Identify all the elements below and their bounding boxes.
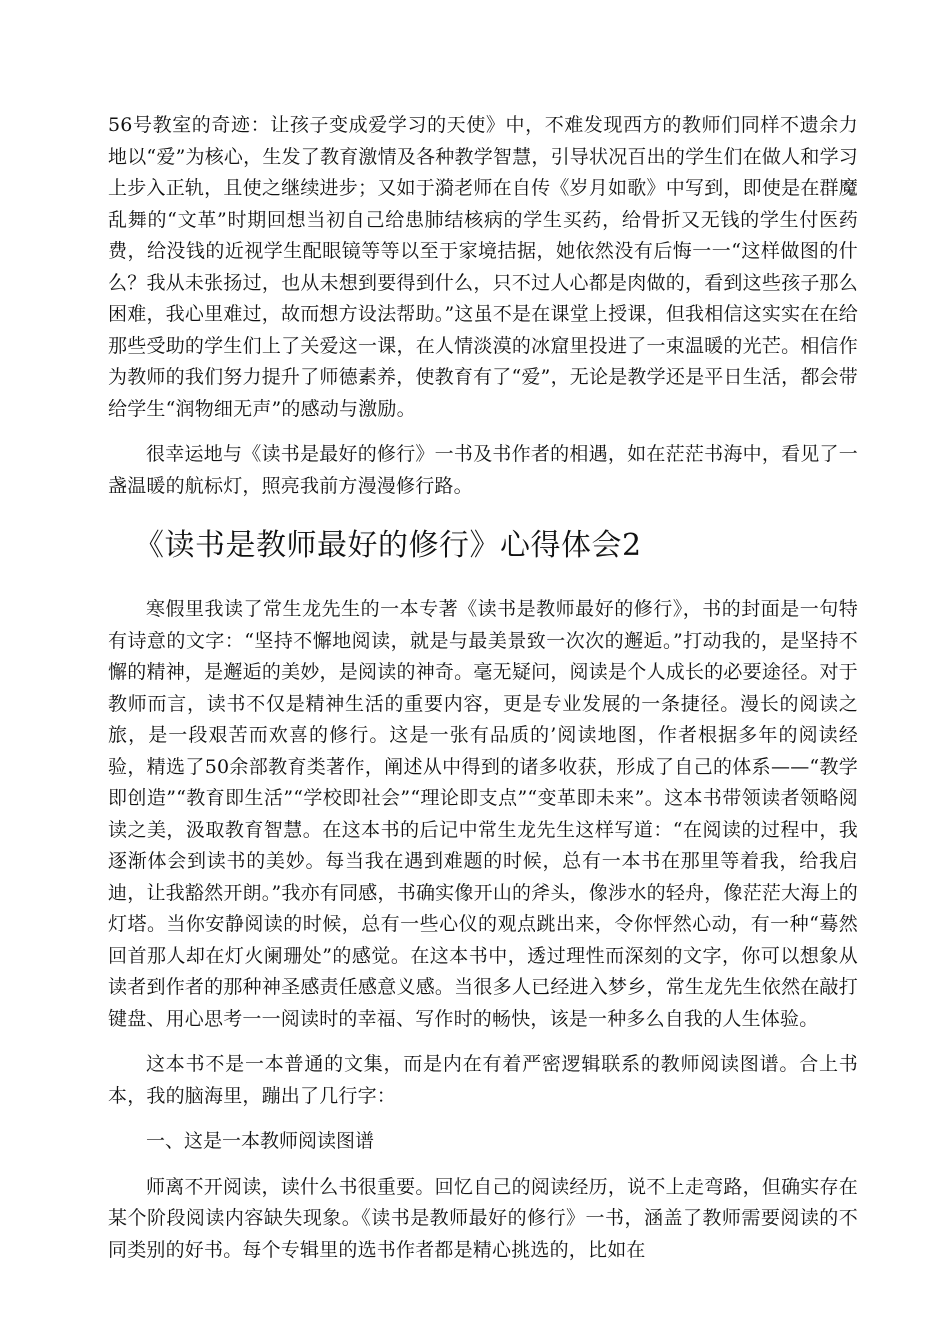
document-page [108,110,858,1280]
paragraph-5: 师离不开阅读，读什么书很重要。回忆自己的阅读经历，说不上走弯路，但确实存在某个阶段阅读内容缺失现象。《读书是教师最好的修行》一书，涵盖了教师需要阅读的不同类别的好书。每个专辑里的选书作者都是精心挑选的，比如在 [108,1175,858,1261]
subsection-title: 一、这是一本教师阅读图谱 [146,1130,375,1152]
paragraph-1: 56号教室的奇迹：让孩子变成爱学习的天使》中，不难发现西方的教师们同样不遗余力地以“爱”为核心，生发了教育激情及各种教学智慧，引导状况百出的学生们在做人和学习上步入正轨，且使之继续进步；又如于漪老师在自传《岁月如歌》中写到，即使是在群魔乱舞的“文革”时期回想当初自己给患肺结核病的学生买药，给骨折又无钱的学生付医药费，给没钱的近视学生配眼镜等等以至于家境拮据，她依然没有后悔一一“这样做图的什么？我从未张扬过，也从未想到要得到什么，只不过人心都是肉做的，看到这些孩子那么困难，我心里难过，故而想方设法帮助。”这虽不是在课堂上授课，但我相信这实实在在给那些受助的学生们上了关爱这一课，在人情淡漠的冰窟里投进了一束温暖的光芒。相信作为教师的我们努力提升了师德素养，使教育有了“爱”，无论是教学还是平日生活，都会带给学生“润物细无声”的感动与激励。 [108,114,858,420]
paragraph-3: 寒假里我读了常生龙先生的一本专著《读书是教师最好的修行》，书的封面是一句特有诗意的文字：“坚持不懈地阅读，就是与最美景致一次次的邂逅。”打动我的，是坚持不懈的精神，是邂逅的美妙，是阅读的神奇。毫无疑问，阅读是个人成长的必要途径。对于教师而言，读书不仅是精神生活的重要内容，更是专业发展的一条捷径。漫长的阅读之旅，是一段艰苦而欢喜的修行。这是一张有品质的’阅读地图，作者根据多年的阅读经验，精选了50余部教育类著作，阐述从中得到的诸多收获，形成了自己的体系——“教学即创造”“教育即生活”“学校即社会”“理论即支点”“变革即未来”。这本书带领读者领略阅读之美，汲取教育智慧。在这本书的后记中常生龙先生这样写道：“在阅读的过程中，我逐渐体会到读书的美妙。每当我在遇到难题的时候，总有一本书在那里等着我，给我启迪，让我豁然开朗。”我亦有同感，书确实像开山的斧头，像涉水的轻舟，像茫茫大海上的灯塔。当你安静阅读的时候，总有一些心仪的观点跳出来，令你怦然心动，有一种“蓦然回首那人却在灯火阑珊处”的感觉。在这本书中，透过理性而深刻的文字，你可以想象从读者到作者的那种神圣感责任感意义感。当很多人已经进入梦乡，常生龙先生依然在敲打键盘、用心思考一一阅读时的幸福、写作时的畅快，该是一种多么自我的人生体验。 [108,598,858,1030]
paragraph-4: 这本书不是一本普通的文集，而是内在有着严密逻辑联系的教师阅读图谱。合上书本，我的脑海里，蹦出了几行字： [108,1053,858,1107]
section-heading: 《读书是教师最好的修行》心得体会2 [134,528,642,563]
paragraph-2: 很幸运地与《读书是最好的修行》一书及书作者的相遇，如在茫茫书海中，看见了一盏温暖的航标灯，照亮我前方漫漫修行路。 [108,443,858,497]
